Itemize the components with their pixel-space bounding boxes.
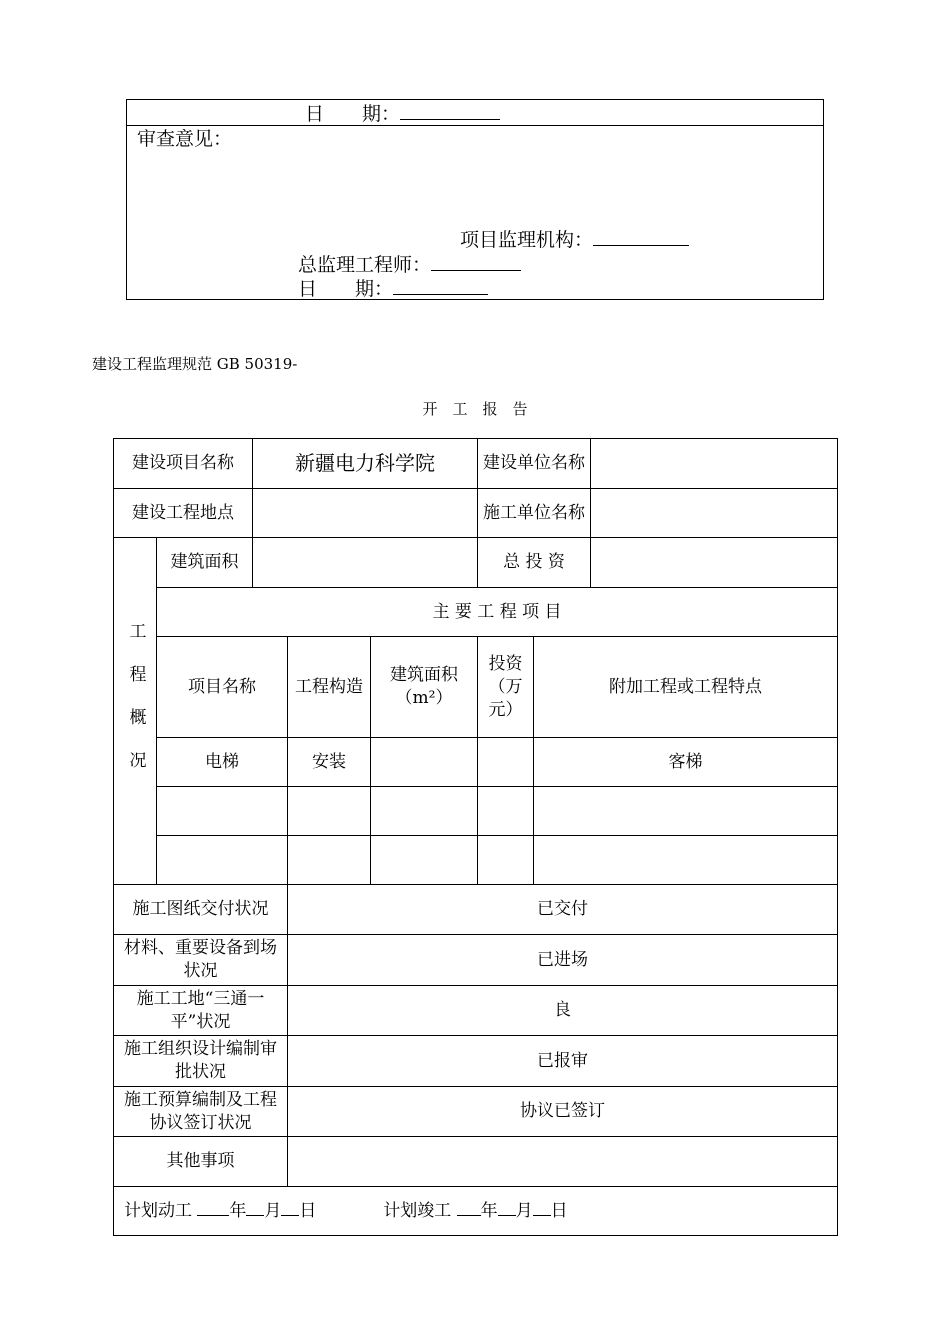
status-label: 施工工地“三通一平”状况: [114, 986, 288, 1036]
cell-name[interactable]: [157, 787, 288, 836]
date-label: 日 期：: [305, 103, 401, 125]
site-value[interactable]: [253, 489, 478, 538]
table-row: [114, 787, 838, 836]
day-label: 日: [299, 1201, 317, 1221]
chief-engineer-row: [298, 252, 521, 276]
end-year-field[interactable]: [457, 1199, 481, 1216]
contractor-value[interactable]: [591, 489, 838, 538]
cell-name[interactable]: 电梯: [157, 738, 288, 787]
start-report-form: [113, 438, 838, 1236]
cell-structure[interactable]: [288, 836, 371, 885]
cell-investment[interactable]: [478, 738, 534, 787]
status-label: 施工预算编制及工程协议签订状况: [114, 1087, 288, 1137]
status-label: 其他事项: [114, 1137, 288, 1187]
schedule-row: [114, 1187, 838, 1236]
contractor-label: 施工单位名称: [478, 489, 591, 538]
month-label: 月: [264, 1201, 282, 1221]
chief-engineer-label: 总监理工程师：: [298, 254, 432, 276]
cell-features[interactable]: 客梯: [534, 738, 838, 787]
building-area-label: 建筑面积: [157, 538, 253, 588]
building-area-value[interactable]: [253, 538, 478, 588]
status-value[interactable]: 已进场: [288, 935, 838, 986]
agency-field[interactable]: [593, 227, 689, 246]
cell-investment[interactable]: [478, 836, 534, 885]
divider: [127, 125, 823, 126]
cell-name[interactable]: [157, 836, 288, 885]
status-label: 材料、重要设备到场状况: [114, 935, 288, 986]
owner-name-value[interactable]: [591, 439, 838, 489]
col-header-investment: 投资（万元）: [478, 637, 534, 738]
cell-area[interactable]: [371, 836, 478, 885]
overview-label-cell: [114, 538, 157, 885]
cell-area[interactable]: [371, 787, 478, 836]
cell-structure[interactable]: [288, 787, 371, 836]
status-value[interactable]: 协议已签订: [288, 1087, 838, 1137]
start-day-field[interactable]: [281, 1199, 299, 1216]
report-title: 开 工 报 告: [422, 400, 528, 418]
total-investment-label: 总 投 资: [478, 538, 591, 588]
col-header-features: 附加工程或工程特点: [534, 637, 838, 738]
end-month-field[interactable]: [498, 1199, 516, 1216]
plan-start-label: 计划动工: [124, 1201, 192, 1221]
month-label: 月: [515, 1201, 533, 1221]
agency-row: [460, 227, 689, 251]
spec-title: 建设工程监理规范 GB 50319-: [92, 355, 298, 373]
total-investment-value[interactable]: [591, 538, 838, 588]
cell-investment[interactable]: [478, 787, 534, 836]
chief-engineer-field[interactable]: [431, 252, 521, 271]
date-field-2[interactable]: [393, 276, 488, 295]
col-header-area: 建筑面积（m²）: [371, 637, 478, 738]
start-year-field[interactable]: [197, 1199, 229, 1216]
cell-area[interactable]: [371, 738, 478, 787]
start-month-field[interactable]: [246, 1199, 264, 1216]
date-field[interactable]: [400, 101, 500, 120]
review-box: [126, 99, 824, 300]
cell-structure[interactable]: 安装: [288, 738, 371, 787]
overview-label: 工程概况: [125, 621, 146, 794]
status-value[interactable]: [288, 1137, 838, 1187]
status-label: 施工组织设计编制审批状况: [114, 1036, 288, 1087]
table-row: [114, 836, 838, 885]
plan-end-label: 计划竣工: [383, 1201, 452, 1221]
date-label-2: 日 期：: [298, 278, 394, 300]
cell-features[interactable]: [534, 787, 838, 836]
date-row-2: [298, 276, 488, 300]
owner-name-label: 建设单位名称: [478, 439, 591, 489]
agency-label: 项目监理机构：: [460, 229, 594, 251]
cell-features[interactable]: [534, 836, 838, 885]
status-value[interactable]: 已交付: [288, 885, 838, 935]
col-header-name: 项目名称: [157, 637, 288, 738]
status-value[interactable]: 已报审: [288, 1036, 838, 1087]
project-name-label: 建设项目名称: [114, 439, 253, 489]
year-label: 年: [480, 1201, 498, 1221]
site-label: 建设工程地点: [114, 489, 253, 538]
date-row: [305, 101, 500, 125]
col-header-structure: 工程构造: [288, 637, 371, 738]
opinion-label: 审查意见：: [137, 128, 233, 150]
table-row: [114, 738, 838, 787]
project-name-value[interactable]: 新疆电力科学院: [253, 439, 478, 489]
day-label: 日: [550, 1201, 568, 1221]
year-label: 年: [229, 1201, 247, 1221]
end-day-field[interactable]: [533, 1199, 551, 1216]
status-value[interactable]: 良: [288, 986, 838, 1036]
main-items-label: 主 要 工 程 项 目: [157, 588, 838, 637]
status-label: 施工图纸交付状况: [114, 885, 288, 935]
